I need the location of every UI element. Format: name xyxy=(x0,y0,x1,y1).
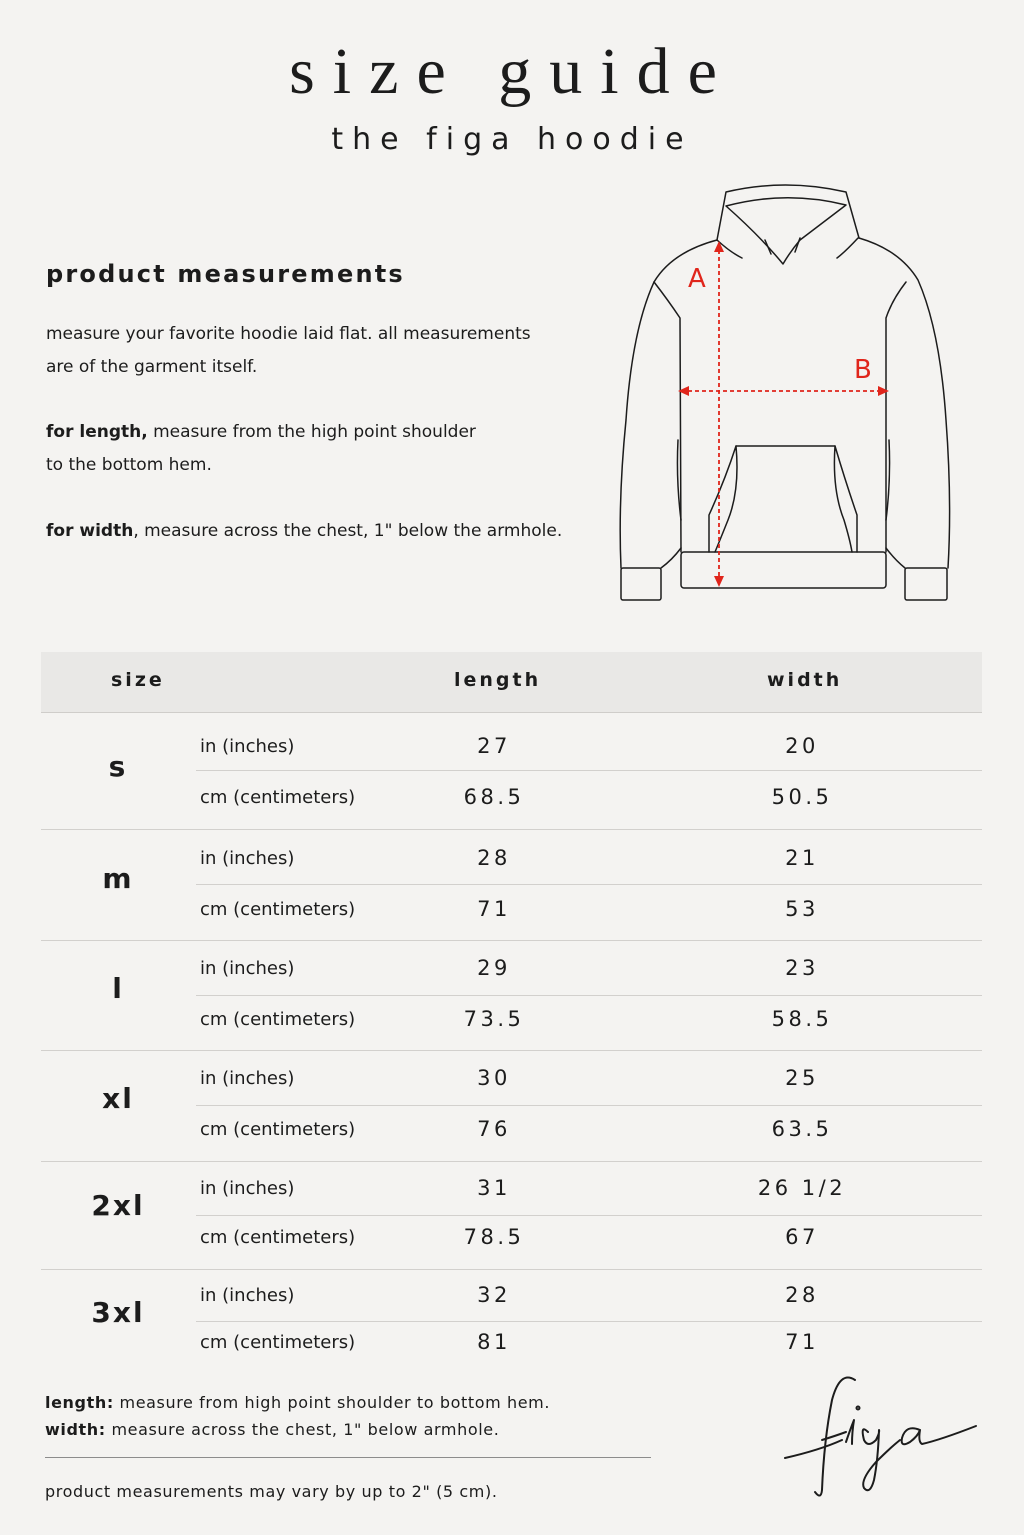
length-inches-value: 28 xyxy=(477,846,511,870)
unit-centimeters-label: cm (centimeters) xyxy=(200,1119,356,1140)
row-divider xyxy=(196,1321,982,1322)
size-group-divider xyxy=(41,829,982,830)
size-label: 3xl xyxy=(91,1296,145,1329)
unit-inches-label: in (inches) xyxy=(200,1285,295,1306)
hoodie-right-cuff xyxy=(905,568,947,600)
unit-inches-label: in (inches) xyxy=(200,848,295,869)
footnote-width-text: measure across the chest, 1" below armhole. xyxy=(105,1420,500,1439)
length-cm-value: 73.5 xyxy=(463,1007,525,1031)
unit-inches-label: in (inches) xyxy=(200,736,295,757)
size-label: l xyxy=(112,972,124,1005)
length-arrow-top xyxy=(714,241,724,252)
hoodie-waistband xyxy=(681,552,886,588)
width-inches-value: 26 1/2 xyxy=(757,1176,847,1200)
width-instruction-text: , measure across the chest, 1" below the armhole. xyxy=(133,521,563,541)
unit-centimeters-label: cm (centimeters) xyxy=(200,1332,356,1353)
hoodie-right-shoulder xyxy=(859,238,950,568)
width-inches-value: 25 xyxy=(785,1066,819,1090)
length-instruction xyxy=(46,416,606,482)
length-inches-value: 31 xyxy=(477,1176,511,1200)
figa-logo xyxy=(780,1370,990,1510)
width-cm-value: 50.5 xyxy=(771,785,833,809)
size-label: 2xl xyxy=(91,1189,145,1222)
size-group-divider xyxy=(41,1269,982,1270)
size-label: xl xyxy=(102,1082,134,1115)
header-length: length xyxy=(454,669,542,691)
header-width: width xyxy=(767,669,843,691)
unit-inches-label: in (inches) xyxy=(200,1068,295,1089)
width-inches-value: 20 xyxy=(785,734,819,758)
intro-line-1: measure your favorite hoodie laid flat. all measurements xyxy=(46,324,531,344)
page-subtitle: the figa hoodie xyxy=(331,122,693,157)
width-instruction xyxy=(46,515,606,548)
length-cm-value: 71 xyxy=(477,897,511,921)
row-divider xyxy=(196,1215,982,1216)
page-title: size guide xyxy=(289,35,735,108)
label-b: B xyxy=(854,355,872,385)
unit-centimeters-label: cm (centimeters) xyxy=(200,1009,356,1030)
width-cm-value: 58.5 xyxy=(771,1007,833,1031)
unit-inches-label: in (inches) xyxy=(200,958,295,979)
length-inches-value: 30 xyxy=(477,1066,511,1090)
width-inches-value: 21 xyxy=(785,846,819,870)
table-header xyxy=(41,652,982,713)
footnote-length-bold: length: xyxy=(45,1393,114,1412)
section-title: product measurements xyxy=(46,260,405,288)
length-inches-value: 29 xyxy=(477,956,511,980)
size-group-divider xyxy=(41,1161,982,1162)
row-divider xyxy=(196,1105,982,1106)
width-instruction-bold: for width xyxy=(46,521,134,541)
hoodie-diagram xyxy=(600,180,960,610)
size-label: m xyxy=(102,862,134,895)
length-cm-value: 78.5 xyxy=(463,1225,525,1249)
hoodie-hood-inner xyxy=(726,198,846,264)
intro-paragraph xyxy=(46,318,606,384)
length-instruction-bold: for length, xyxy=(46,422,148,442)
footnote-length-text: measure from high point shoulder to bottom hem. xyxy=(113,1393,551,1412)
width-cm-value: 71 xyxy=(785,1330,819,1354)
width-inches-value: 23 xyxy=(785,956,819,980)
width-cm-value: 53 xyxy=(785,897,819,921)
width-inches-value: 28 xyxy=(785,1283,819,1307)
length-cm-value: 76 xyxy=(477,1117,511,1141)
label-a: A xyxy=(688,264,706,294)
length-instruction-line-2: to the bottom hem. xyxy=(46,455,212,475)
unit-centimeters-label: cm (centimeters) xyxy=(200,1227,356,1248)
unit-inches-label: in (inches) xyxy=(200,1178,295,1199)
width-arrow-right xyxy=(878,386,889,396)
row-divider xyxy=(196,884,982,885)
row-divider xyxy=(196,995,982,996)
size-group-divider xyxy=(41,940,982,941)
length-cm-value: 68.5 xyxy=(463,785,525,809)
width-cm-value: 63.5 xyxy=(771,1117,833,1141)
length-arrow-bottom xyxy=(714,576,724,587)
unit-centimeters-label: cm (centimeters) xyxy=(200,787,356,808)
unit-centimeters-label: cm (centimeters) xyxy=(200,899,356,920)
length-inches-value: 32 xyxy=(477,1283,511,1307)
footnote-length xyxy=(45,1393,550,1412)
footnote-width xyxy=(45,1420,499,1439)
length-cm-value: 81 xyxy=(477,1330,511,1354)
size-group-divider xyxy=(41,1050,982,1051)
length-instruction-text: measure from the high point shoulder xyxy=(147,422,476,442)
footnote-width-bold: width: xyxy=(45,1420,106,1439)
width-cm-value: 67 xyxy=(785,1225,819,1249)
intro-line-2: are of the garment itself. xyxy=(46,357,258,377)
hoodie-hood xyxy=(717,185,859,240)
size-label: s xyxy=(108,750,128,783)
header-size: size xyxy=(111,669,165,691)
length-inches-value: 27 xyxy=(477,734,511,758)
hoodie-left-cuff xyxy=(621,568,661,600)
row-divider xyxy=(196,770,982,771)
footer-divider xyxy=(45,1457,651,1458)
footnote-variance: product measurements may vary by up to 2" (5 cm). xyxy=(45,1482,498,1501)
